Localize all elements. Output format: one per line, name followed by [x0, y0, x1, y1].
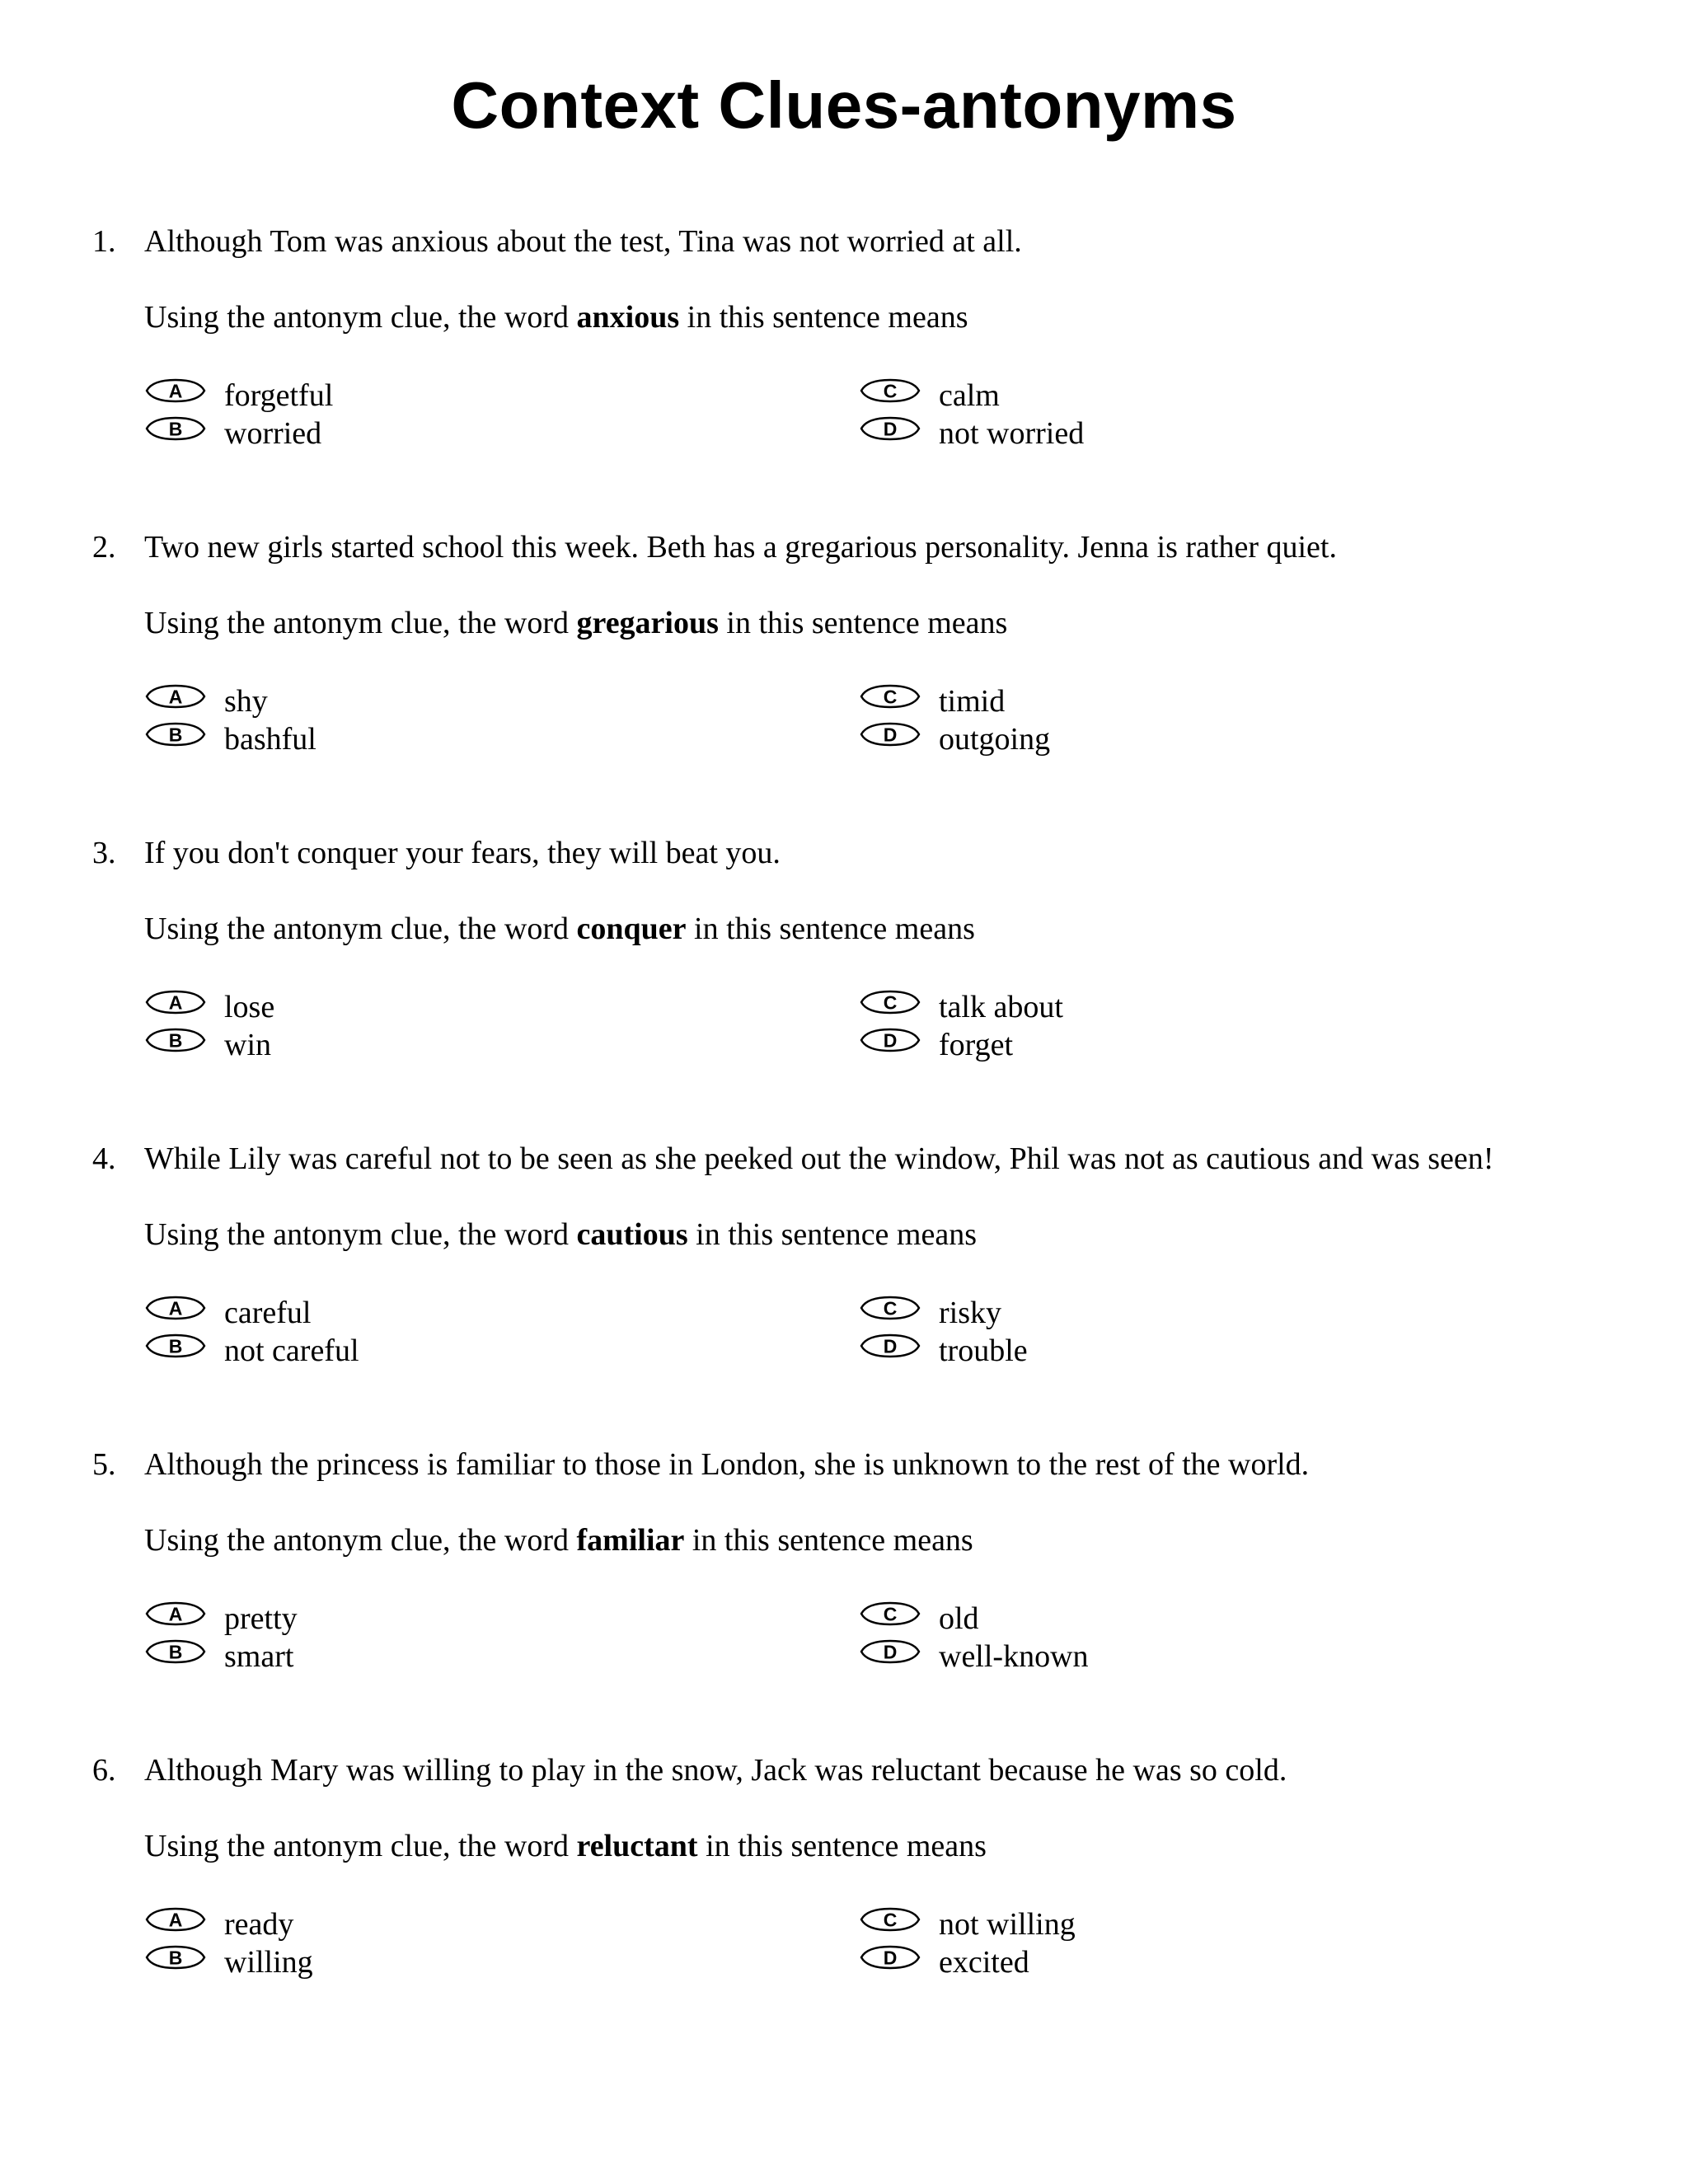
answer-bubble-letter: D [883, 1335, 898, 1357]
answer-option-text: worried [224, 416, 322, 451]
target-word: reluctant [576, 1829, 698, 1863]
answer-option-text: ready [224, 1907, 294, 1942]
question-sentence [92, 832, 1658, 874]
answer-bubble-icon[interactable] [144, 1295, 207, 1321]
answer-bubble-letter: C [883, 1909, 898, 1931]
answer-bubble-icon[interactable] [144, 683, 207, 710]
answer-bubble-icon[interactable] [859, 1944, 921, 1971]
target-word: familiar [576, 1523, 685, 1558]
answer-bubble-letter: C [883, 1297, 898, 1319]
question-prompt [144, 1520, 973, 1561]
question-sentence [92, 527, 1658, 568]
question-text: Two new girls started school this week. Beth has a gregarious personality. Jenna is rather quiet. [144, 530, 1337, 565]
question-prompt [144, 602, 1007, 644]
question-number: 6. [92, 1753, 116, 1788]
answer-bubble-letter: D [883, 1947, 898, 1969]
question-number: 1. [92, 224, 116, 259]
question-prompt [144, 1214, 977, 1255]
answer-bubble-letter: A [168, 686, 183, 708]
answer-option-text: not willing [939, 1907, 1076, 1942]
answer-bubble-letter: B [168, 1029, 183, 1052]
answer-option-text: pretty [224, 1601, 298, 1636]
answer-bubble-icon[interactable] [144, 377, 207, 404]
question-item [0, 221, 1688, 468]
answer-bubble-letter: D [883, 724, 898, 746]
answer-option-text: bashful [224, 722, 316, 757]
answer-bubble-letter: C [883, 991, 898, 1014]
question-item [0, 832, 1688, 1080]
answer-bubble-icon[interactable] [859, 1333, 921, 1359]
answer-bubble-letter: A [168, 380, 183, 402]
question-text: Although Tom was anxious about the test, Tina was not worried at all. [144, 224, 1022, 259]
question-text: Although Mary was willing to play in the snow, Jack was reluctant because he was so cold. [144, 1753, 1287, 1788]
answer-bubble-letter: B [168, 1947, 183, 1969]
question-sentence [92, 1750, 1658, 1791]
question-sentence [92, 1138, 1658, 1179]
answer-bubble-icon[interactable] [144, 1333, 207, 1359]
prompt-suffix: in this sentence means [706, 1829, 987, 1863]
answer-bubble-icon[interactable] [144, 415, 207, 442]
question-text: Although the princess is familiar to those in London, she is unknown to the rest of the world. [144, 1447, 1310, 1482]
answer-bubble-icon[interactable] [859, 1638, 921, 1665]
prompt-suffix: in this sentence means [694, 912, 975, 946]
question-number: 5. [92, 1447, 116, 1482]
answer-bubble-icon[interactable] [144, 1906, 207, 1933]
prompt-prefix: Using the antonym clue, the word [144, 1523, 570, 1558]
answer-option-text: risky [939, 1296, 1001, 1330]
question-item [0, 527, 1688, 774]
answer-bubble-letter: C [883, 686, 898, 708]
question-sentence [92, 221, 1658, 262]
answer-option-text: old [939, 1601, 979, 1636]
answer-bubble-letter: D [883, 1641, 898, 1663]
question-text: If you don't conquer your fears, they will beat you. [144, 836, 781, 870]
answer-option-text: willing [224, 1945, 313, 1980]
question-sentence [92, 1444, 1658, 1485]
answer-bubble-icon[interactable] [144, 989, 207, 1015]
answer-option-text: not worried [939, 416, 1085, 451]
answer-bubble-letter: A [168, 1603, 183, 1625]
question-prompt [144, 908, 975, 949]
answer-option-text: not careful [224, 1333, 359, 1368]
question-text: While Lily was careful not to be seen as she peeked out the window, Phil was not as cautious and was seen! [144, 1141, 1494, 1176]
answer-bubble-icon[interactable] [144, 721, 207, 748]
answer-option-text: forgetful [224, 378, 334, 413]
answer-bubble-icon[interactable] [859, 377, 921, 404]
answer-option-text: forget [939, 1028, 1014, 1062]
answer-option-text: smart [224, 1639, 294, 1674]
answer-bubble-icon[interactable] [144, 1027, 207, 1053]
answer-bubble-letter: D [883, 1029, 898, 1052]
answer-option-text: talk about [939, 990, 1063, 1024]
prompt-prefix: Using the antonym clue, the word [144, 606, 570, 640]
target-word: gregarious [576, 606, 719, 640]
answer-bubble-icon[interactable] [144, 1601, 207, 1627]
target-word: cautious [576, 1217, 688, 1252]
prompt-prefix: Using the antonym clue, the word [144, 1829, 570, 1863]
answer-option-text: shy [224, 684, 268, 719]
answer-bubble-icon[interactable] [859, 415, 921, 442]
answer-bubble-letter: D [883, 418, 898, 440]
question-number: 4. [92, 1141, 116, 1176]
answer-bubble-icon[interactable] [859, 1027, 921, 1053]
answer-bubble-icon[interactable] [859, 1601, 921, 1627]
answer-bubble-icon[interactable] [859, 721, 921, 748]
page-title: Context Clues-antonyms [451, 68, 1237, 142]
answer-option-text: excited [939, 1945, 1029, 1980]
answer-option-text: careful [224, 1296, 312, 1330]
answer-option-text: lose [224, 990, 275, 1024]
target-word: conquer [576, 912, 687, 946]
answer-bubble-letter: C [883, 380, 898, 402]
answer-bubble-icon[interactable] [144, 1638, 207, 1665]
answer-option-text: timid [939, 684, 1006, 719]
answer-bubble-letter: B [168, 418, 183, 440]
answer-option-text: well-known [939, 1639, 1089, 1674]
prompt-prefix: Using the antonym clue, the word [144, 300, 570, 335]
answer-option-text: trouble [939, 1333, 1028, 1368]
answer-bubble-icon[interactable] [859, 683, 921, 710]
question-item [0, 1138, 1688, 1385]
question-number: 2. [92, 530, 116, 565]
prompt-prefix: Using the antonym clue, the word [144, 1217, 570, 1252]
answer-option-text: outgoing [939, 722, 1051, 757]
answer-bubble-letter: A [168, 991, 183, 1014]
answer-bubble-icon[interactable] [859, 989, 921, 1015]
answer-bubble-icon[interactable] [859, 1295, 921, 1321]
prompt-suffix: in this sentence means [687, 300, 968, 335]
answer-bubble-letter: B [168, 724, 183, 746]
question-prompt [144, 1825, 987, 1867]
target-word: anxious [576, 300, 680, 335]
answer-bubble-letter: A [168, 1909, 183, 1931]
prompt-suffix: in this sentence means [692, 1523, 973, 1558]
answer-bubble-icon[interactable] [859, 1906, 921, 1933]
question-item [0, 1444, 1688, 1691]
prompt-suffix: in this sentence means [696, 1217, 978, 1252]
question-number: 3. [92, 836, 116, 870]
prompt-suffix: in this sentence means [726, 606, 1008, 640]
answer-option-text: calm [939, 378, 1000, 413]
prompt-prefix: Using the antonym clue, the word [144, 912, 570, 946]
answer-bubble-letter: B [168, 1641, 183, 1663]
answer-bubble-letter: A [168, 1297, 183, 1319]
answer-option-text: win [224, 1028, 271, 1062]
answer-bubble-letter: B [168, 1335, 183, 1357]
question-prompt [144, 297, 968, 338]
answer-bubble-letter: C [883, 1603, 898, 1625]
question-item [0, 1750, 1688, 1997]
answer-bubble-icon[interactable] [144, 1944, 207, 1971]
